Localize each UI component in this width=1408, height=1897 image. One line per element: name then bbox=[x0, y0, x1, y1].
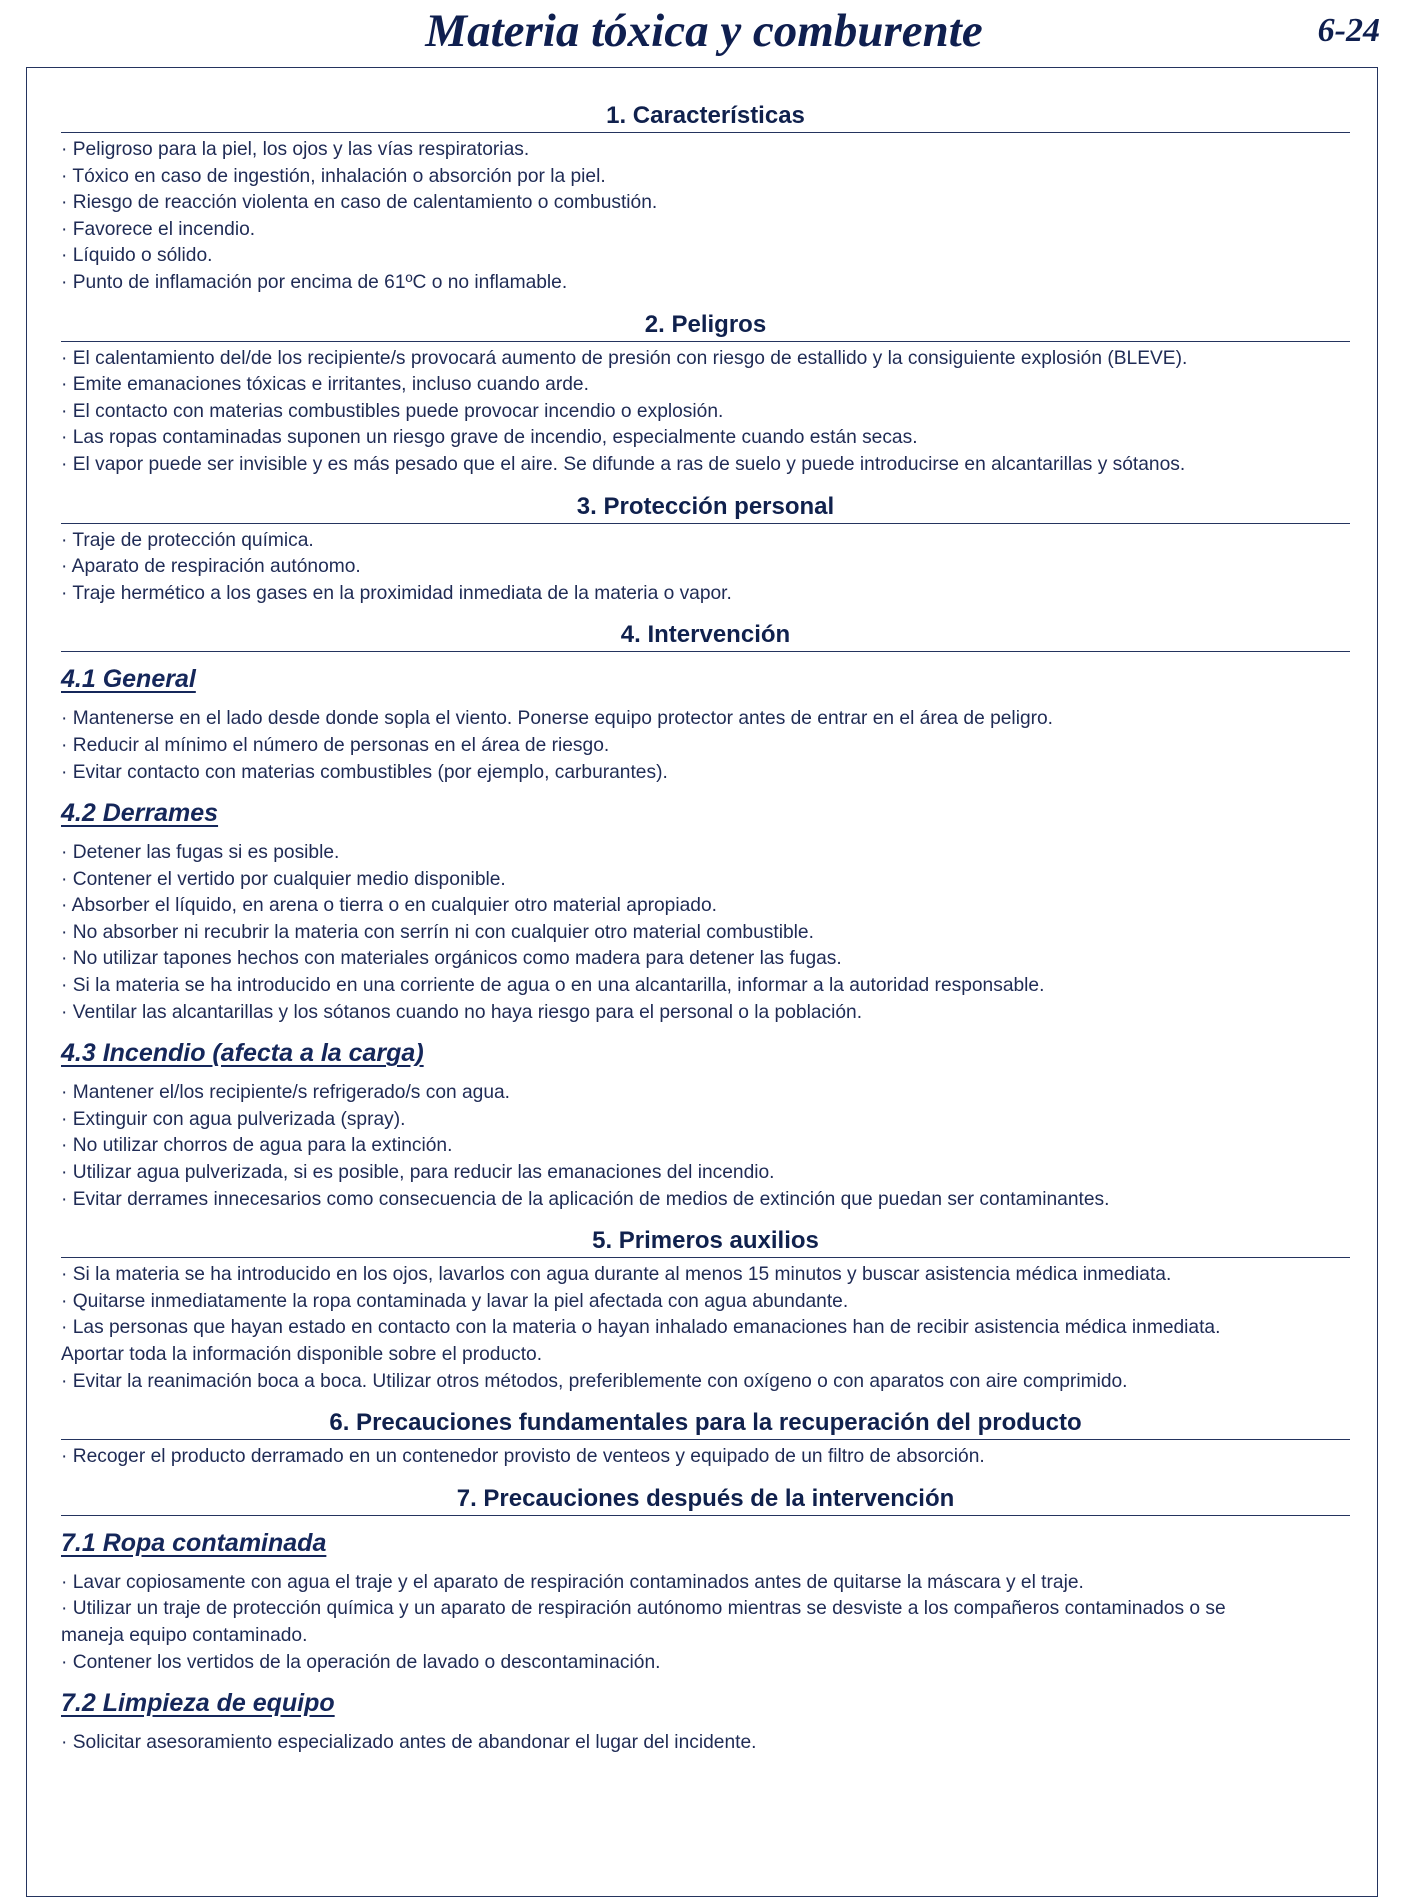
section-title: 1. Características bbox=[61, 101, 1350, 133]
page-number: 6-24 bbox=[1317, 12, 1380, 49]
section bbox=[61, 310, 1350, 479]
list-item: · Riesgo de reacción violenta en caso de calentamiento o combustión. bbox=[61, 192, 658, 214]
list-item: · Lavar copiosamente con agua el traje y el aparato de respiración contaminados antes de quitarse la máscara y el traje. bbox=[61, 1571, 1084, 1593]
list-item: · Quitarse inmediatamente la ropa contaminada y lavar la piel afectada con agua abundante. bbox=[61, 1290, 849, 1312]
document-body bbox=[61, 101, 1350, 1770]
list-item: · No utilizar tapones hechos con materiales orgánicos como madera para detener las fugas. bbox=[61, 948, 842, 970]
item-list bbox=[61, 706, 1350, 786]
list-item: · Contener los vertidos de la operación de lavado o descontaminación. bbox=[61, 1651, 661, 1673]
item-list bbox=[61, 346, 1350, 479]
list-item: · Mantener el/los recipiente/s refrigerado/s con agua. bbox=[61, 1082, 511, 1104]
section-title: 4. Intervención bbox=[61, 620, 1350, 652]
list-item: · Las ropas contaminadas suponen un riesgo grave de incendio, especialmente cuando están secas. bbox=[61, 427, 918, 449]
list-item: · Detener las fugas si es posible. bbox=[61, 842, 340, 864]
subsection bbox=[61, 1038, 1350, 1213]
section-title: 7. Precauciones después de la intervención bbox=[61, 1484, 1350, 1516]
subsection bbox=[61, 1528, 1350, 1676]
item-list bbox=[61, 1570, 1350, 1676]
list-item: · Reducir al mínimo el número de personas en el área de riesgo. bbox=[61, 734, 610, 756]
list-item: · Las personas que hayan estado en contacto con la materia o hayan inhalado emanaciones han de recibir asistencia médica inmediata. bbox=[61, 1317, 1221, 1339]
list-item: · Si la materia se ha introducido en una corriente de agua o en una alcantarilla, informar a la autoridad responsable. bbox=[61, 975, 1045, 997]
list-item: · Peligroso para la piel, los ojos y las vías respiratorias. bbox=[61, 139, 530, 160]
list-item: · Recoger el producto derramado en un contenedor provisto de venteos y equipado de un filtro de absorción. bbox=[61, 1446, 985, 1468]
list-item: · Aparato de respiración autónomo. bbox=[61, 556, 361, 578]
list-item: · Contener el vertido por cualquier medio disponible. bbox=[61, 868, 506, 890]
section-title: 3. Protección personal bbox=[61, 492, 1350, 524]
list-item: · Utilizar un traje de protección química y un aparato de respiración autónomo mientras se desviste a los compañeros contaminados o se bbox=[61, 1598, 1226, 1620]
subsection bbox=[61, 798, 1350, 1026]
section bbox=[61, 620, 1350, 1213]
list-item: · Punto de inflamación por encima de 61ºC o no inflamable. bbox=[61, 271, 568, 293]
subsection-title: 4.3 Incendio (afecta a la carga) bbox=[61, 1039, 424, 1068]
list-item: · Ventilar las alcantarillas y los sótanos cuando no haya riesgo para el personal o la población. bbox=[61, 1001, 863, 1023]
list-item: maneja equipo contaminado. bbox=[61, 1624, 308, 1646]
list-item: · El calentamiento del/de los recipiente/s provocará aumento de presión con riesgo de estallido y la consiguiente explosión (BLEVE). bbox=[61, 347, 1188, 369]
item-list bbox=[61, 528, 1350, 608]
item-list bbox=[61, 1730, 1350, 1757]
list-item: · Traje de protección química. bbox=[61, 529, 314, 551]
item-list bbox=[61, 1262, 1350, 1395]
item-list bbox=[61, 137, 1350, 297]
list-item: · Absorber el líquido, en arena o tierra o en cualquier otro material apropiado. bbox=[61, 895, 717, 917]
list-item: · Extinguir con agua pulverizada (spray). bbox=[61, 1108, 406, 1130]
section bbox=[61, 1408, 1350, 1471]
item-list bbox=[61, 1080, 1350, 1213]
section-title: 5. Primeros auxilios bbox=[61, 1226, 1350, 1258]
list-item: · Líquido o sólido. bbox=[61, 245, 213, 267]
section bbox=[61, 1226, 1350, 1395]
list-item: · Favorece el incendio. bbox=[61, 218, 256, 240]
list-item: · El contacto con materias combustibles puede provocar incendio o explosión. bbox=[61, 400, 724, 422]
list-item: · El vapor puede ser invisible y es más pesado que el aire. Se difunde a ras de suelo y puede introducirse en alcantarillas y sótanos. bbox=[61, 453, 1186, 475]
section-title: 6. Precauciones fundamentales para la recuperación del producto bbox=[61, 1408, 1350, 1440]
subsection-title: 4.2 Derrames bbox=[61, 799, 219, 828]
list-item: · Emite emanaciones tóxicas e irritantes, incluso cuando arde. bbox=[61, 374, 589, 396]
list-item: · Tóxico en caso de ingestión, inhalación o absorción por la piel. bbox=[61, 165, 606, 187]
list-item: · No absorber ni recubrir la materia con serrín ni con cualquier otro material combustible. bbox=[61, 921, 814, 943]
list-item: · Solicitar asesoramiento especializado antes de abandonar el lugar del incidente. bbox=[61, 1732, 757, 1754]
section bbox=[61, 492, 1350, 608]
subsection-title: 4.1 General bbox=[61, 665, 196, 694]
list-item: · Evitar contacto con materias combustibles (por ejemplo, carburantes). bbox=[61, 761, 668, 783]
item-list bbox=[61, 840, 1350, 1026]
list-item: · Evitar derrames innecesarios como consecuencia de la aplicación de medios de extinción que puedan ser contaminantes. bbox=[61, 1188, 1110, 1210]
section bbox=[61, 101, 1350, 297]
subsection bbox=[61, 1688, 1350, 1757]
subsection bbox=[61, 664, 1350, 786]
section-title: 2. Peligros bbox=[61, 310, 1350, 342]
page-title: Materia tóxica y comburente bbox=[425, 5, 983, 57]
list-item: · Utilizar agua pulverizada, si es posible, para reducir las emanaciones del incendio. bbox=[61, 1162, 775, 1184]
section bbox=[61, 1484, 1350, 1757]
list-item: · Mantenerse en el lado desde donde sopla el viento. Ponerse equipo protector antes de entrar en el área de peligro. bbox=[61, 708, 1054, 730]
list-item: · Traje hermético a los gases en la proximidad inmediata de la materia o vapor. bbox=[61, 582, 732, 604]
list-item: · Evitar la reanimación boca a boca. Utilizar otros métodos, preferiblemente con oxígeno o con aparatos con aire comprimido. bbox=[61, 1370, 1128, 1392]
subsection-title: 7.1 Ropa contaminada bbox=[61, 1528, 327, 1557]
item-list bbox=[61, 1444, 1350, 1471]
list-item: · Si la materia se ha introducido en los ojos, lavarlos con agua durante al menos 15 minutos y buscar asistencia médica inmediata. bbox=[61, 1264, 1172, 1286]
list-item: Aportar toda la información disponible sobre el producto. bbox=[61, 1344, 543, 1365]
list-item: · No utilizar chorros de agua para la extinción. bbox=[61, 1135, 453, 1157]
subsection-title: 7.2 Limpieza de equipo bbox=[61, 1689, 335, 1718]
